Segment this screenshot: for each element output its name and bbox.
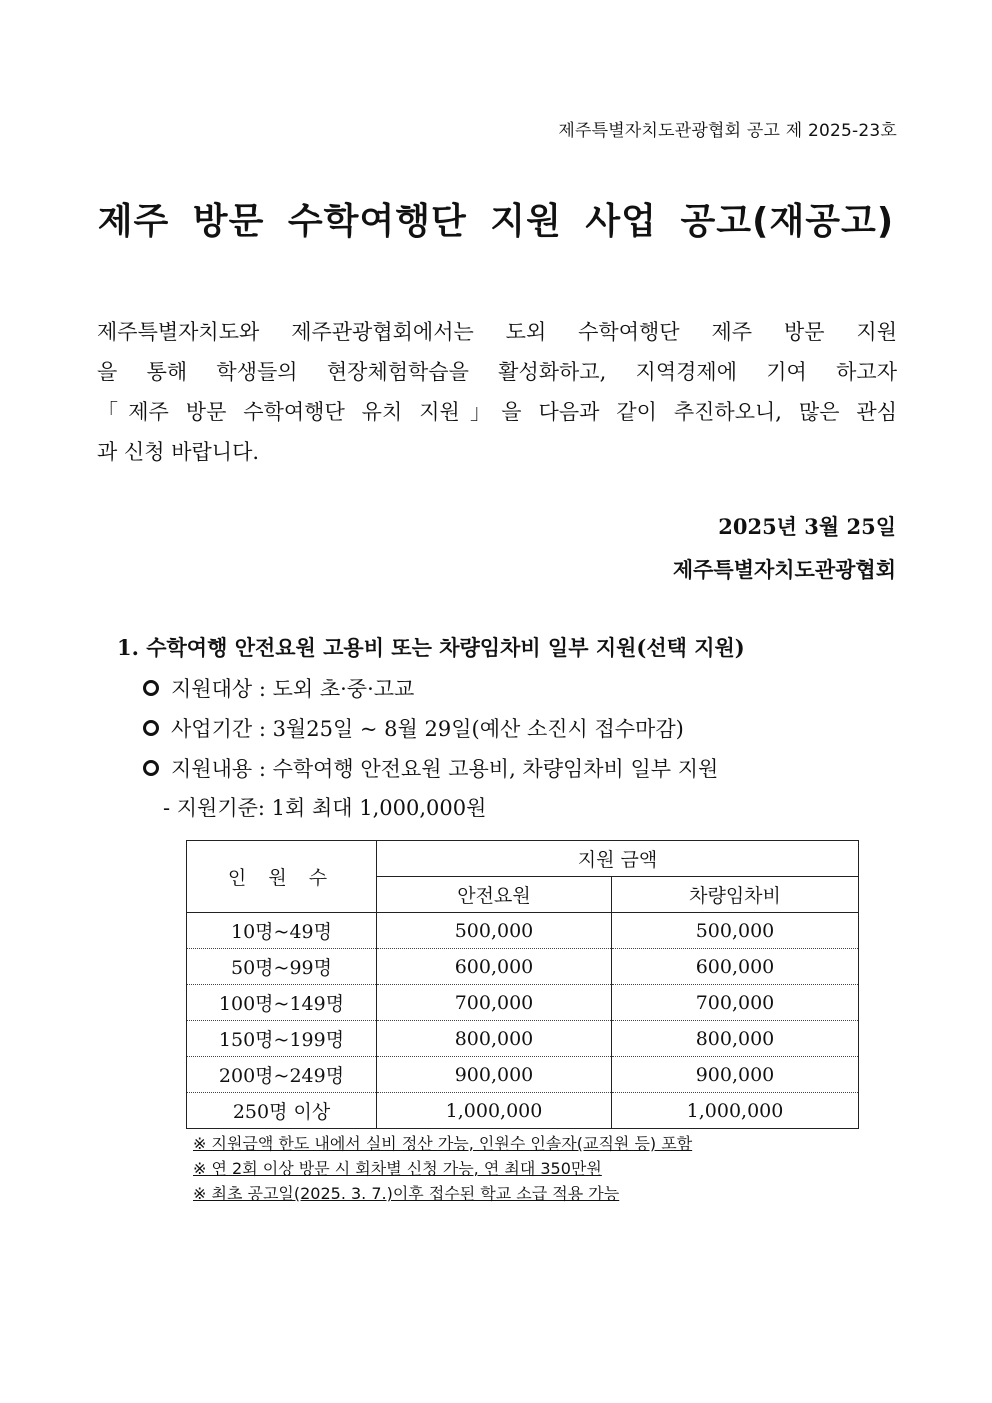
cell-safety: 900,000 (377, 1057, 612, 1093)
header-safety-staff: 안전요원 (377, 877, 612, 913)
cell-people: 50명~99명 (187, 949, 377, 985)
cell-safety: 500,000 (377, 913, 612, 949)
cell-safety: 800,000 (377, 1021, 612, 1057)
table-row (187, 1093, 859, 1129)
note-item: ※ 최초 공고일(2025. 3. 7.)이후 접수된 학교 소급 적용 가능 (193, 1184, 620, 1203)
cell-people: 250명 이상 (187, 1093, 377, 1129)
note-item: ※ 지원금액 한도 내에서 실비 정산 가능, 인원수 인솔자(교직원 등) 포함 (193, 1134, 693, 1153)
intro-line: 과 신청 바랍니다. (97, 440, 260, 464)
cell-people: 100명~149명 (187, 985, 377, 1021)
cell-safety: 700,000 (377, 985, 612, 1021)
cell-safety: 1,000,000 (377, 1093, 612, 1129)
intro-line: 「제주 방문 수학여행단 유치 지원」을 다음과 같이 추진하오니, 많은 관심 (97, 400, 897, 424)
table-row (187, 949, 859, 985)
intro-paragraph (97, 312, 897, 472)
bullet-support-target (143, 673, 414, 703)
page-title: 제주 방문 수학여행단 지원 사업 공고(재공고) (97, 201, 895, 242)
support-amount-table (186, 840, 859, 1129)
cell-vehicle: 900,000 (612, 1057, 859, 1093)
bullet-project-period (143, 713, 684, 743)
hollow-circle-bullet-icon (143, 760, 159, 776)
bullet-support-content (143, 753, 718, 783)
note-item: ※ 연 2회 이상 방문 시 회차별 신청 가능, 연 최대 350만원 (193, 1159, 602, 1178)
header-people-count: 인 원 수 (187, 841, 377, 913)
hollow-circle-bullet-icon (143, 720, 159, 736)
cell-vehicle: 1,000,000 (612, 1093, 859, 1129)
table-notes (193, 1131, 692, 1206)
organization-name: 제주특별자치도관광협회 (672, 557, 896, 582)
cell-vehicle: 500,000 (612, 913, 859, 949)
cell-safety: 600,000 (377, 949, 612, 985)
intro-line: 제주특별자치도와 제주관광협회에서는 도외 수학여행단 제주 방문 지원 (97, 320, 897, 344)
table-row (187, 1021, 859, 1057)
cell-people: 10명~49명 (187, 913, 377, 949)
intro-line: 을 통해 학생들의 현장체험학습을 활성화하고, 지역경제에 기여 하고자 (97, 360, 897, 384)
table-row (187, 1057, 859, 1093)
cell-vehicle: 700,000 (612, 985, 859, 1021)
bullet-text: 지원내용 : 수학여행 안전요원 고용비, 차량임차비 일부 지원 (171, 757, 719, 781)
notice-number: 제주특별자치도관광협회 공고 제 2025-23호 (558, 121, 897, 141)
table-row (187, 913, 859, 949)
header-vehicle-rental: 차량임차비 (612, 877, 859, 913)
announcement-date: 2025년 3월 25일 (718, 514, 896, 539)
support-criteria: - 지원기준: 1회 최대 1,000,000원 (163, 796, 487, 820)
bullet-text: 지원대상 : 도외 초·중·고교 (171, 677, 415, 701)
section-heading: 1. 수학여행 안전요원 고용비 또는 차량임차비 일부 지원(선택 지원) (117, 635, 745, 660)
cell-people: 150명~199명 (187, 1021, 377, 1057)
cell-vehicle: 800,000 (612, 1021, 859, 1057)
hollow-circle-bullet-icon (143, 680, 159, 696)
table-header-row (187, 841, 859, 877)
bullet-text: 사업기간 : 3월25일 ~ 8월 29일(예산 소진시 접수마감) (171, 717, 684, 741)
header-support-amount: 지원 금액 (377, 841, 859, 877)
cell-people: 200명~249명 (187, 1057, 377, 1093)
cell-vehicle: 600,000 (612, 949, 859, 985)
table-row (187, 985, 859, 1021)
